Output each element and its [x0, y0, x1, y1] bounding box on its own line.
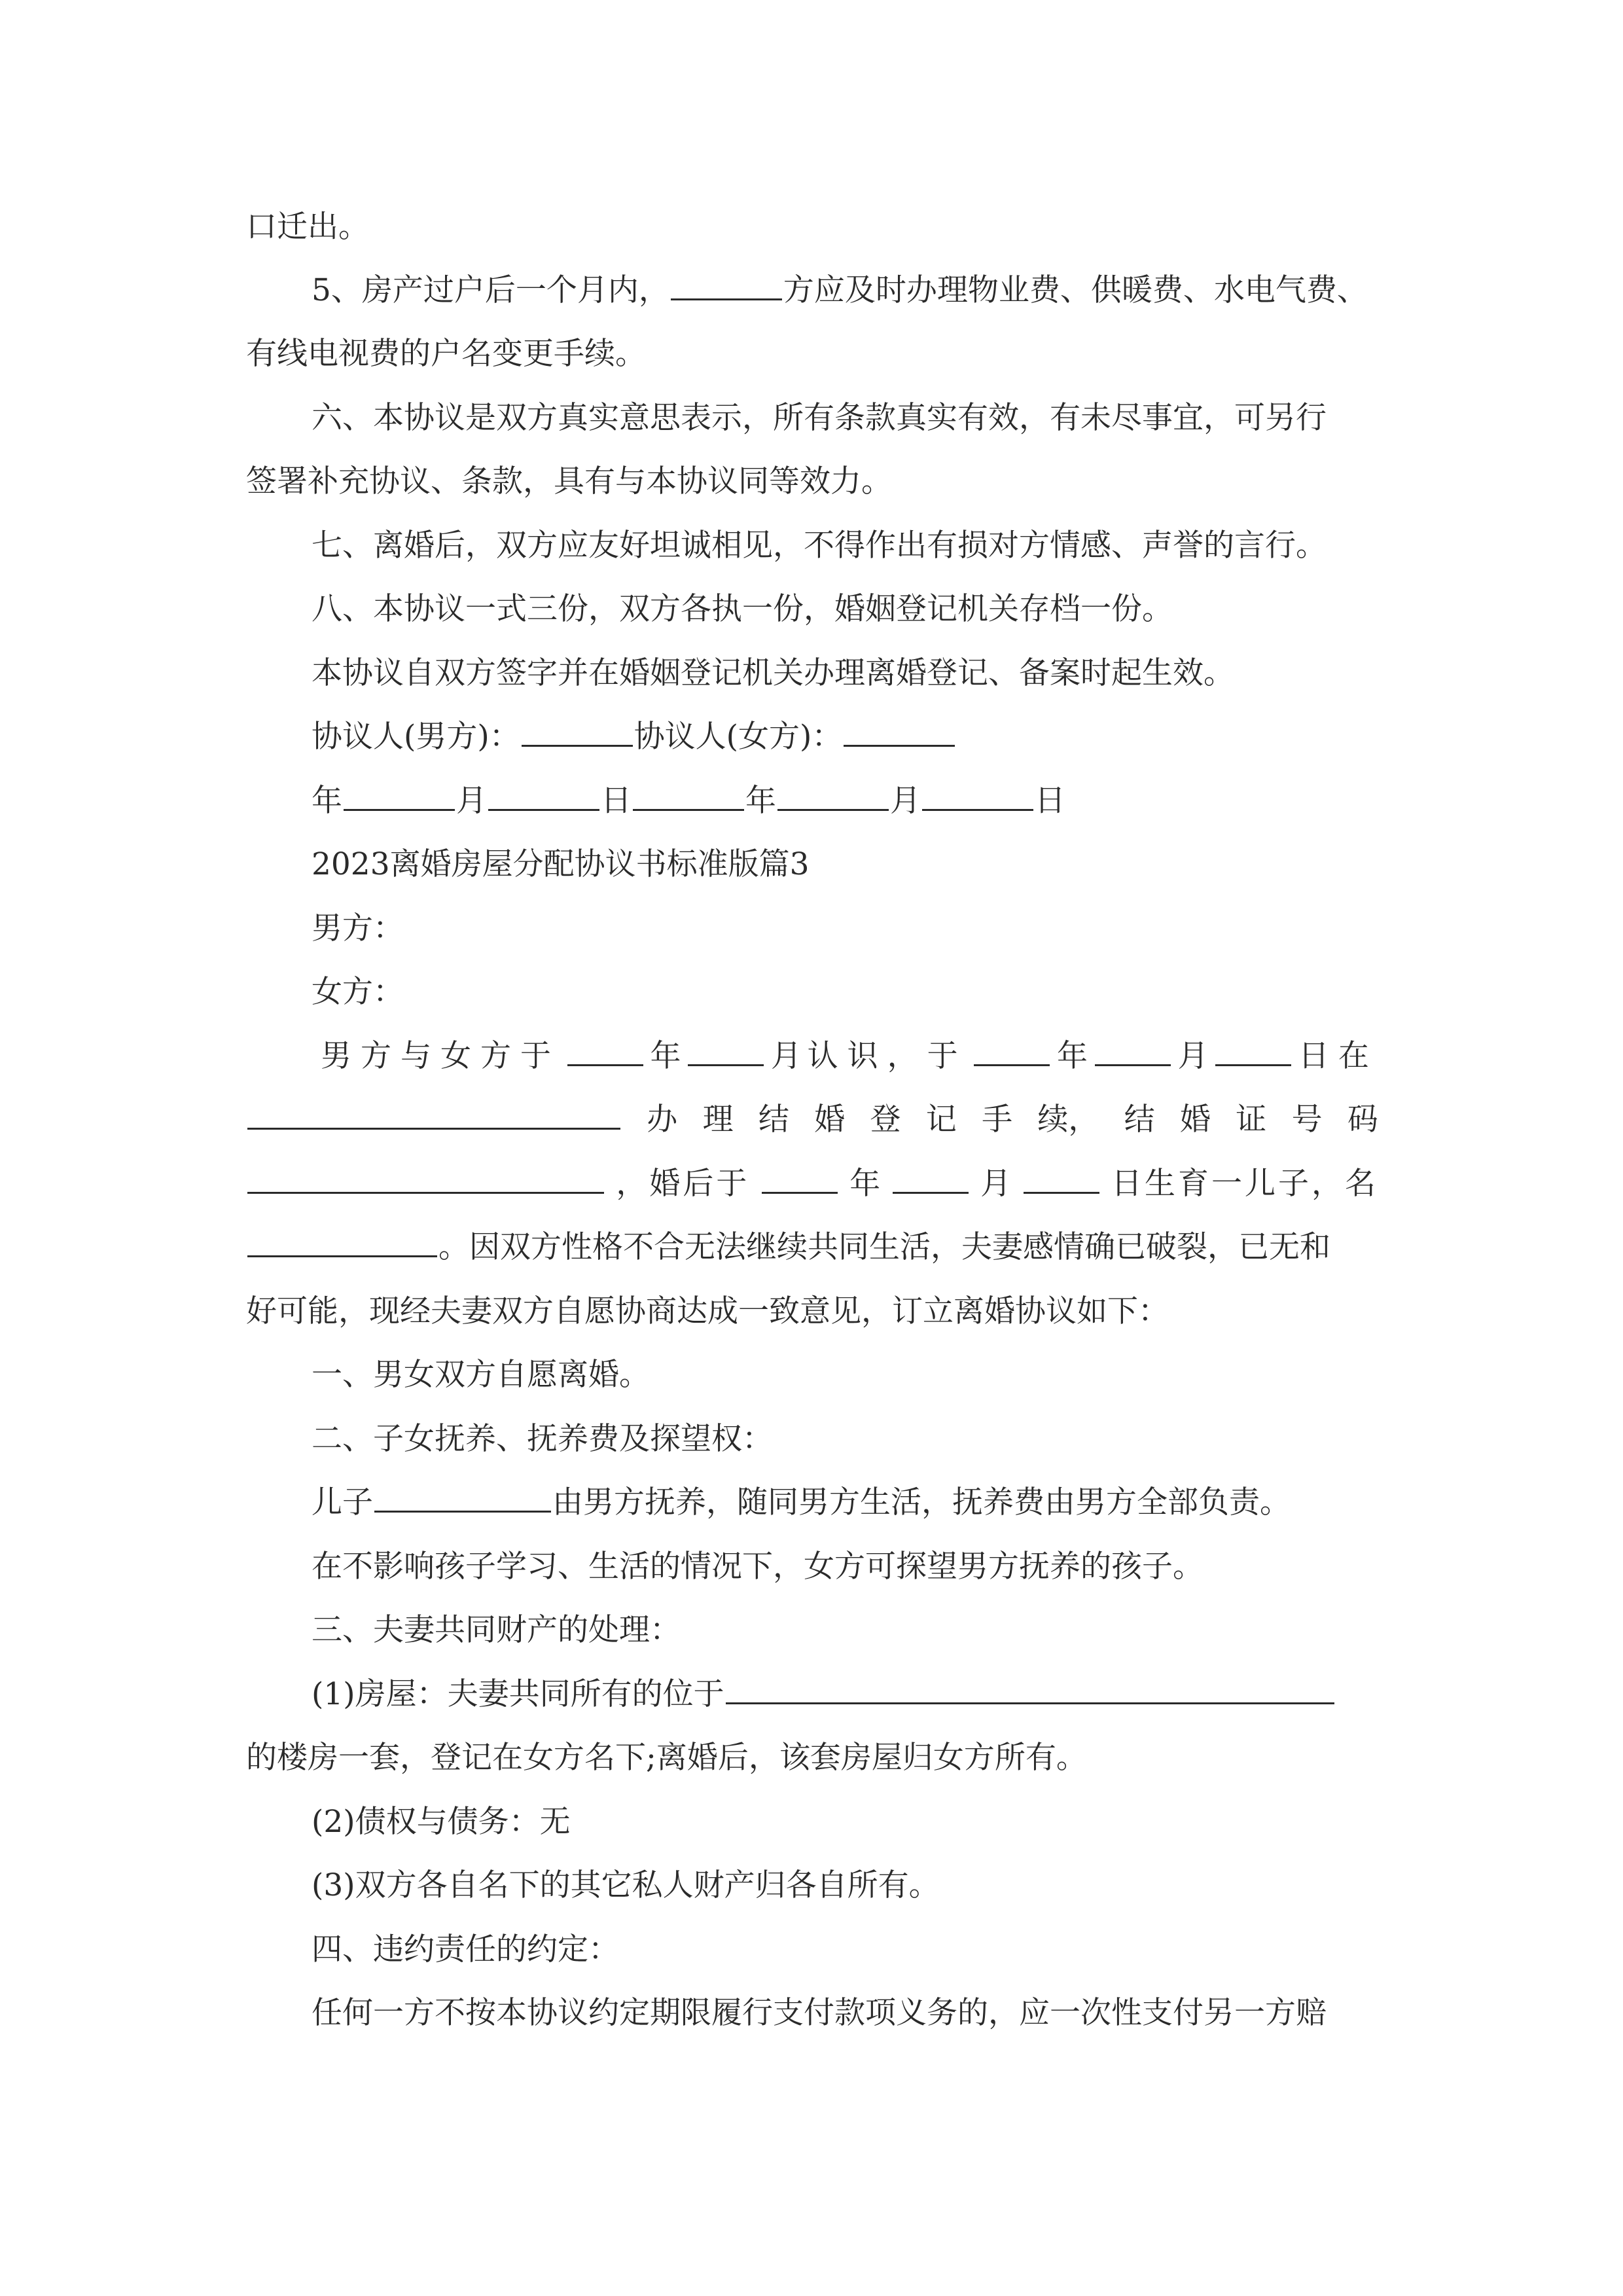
text: 女方：: [312, 974, 404, 1010]
blank-line: [922, 778, 1033, 811]
blank-line: [974, 1033, 1050, 1066]
text-line: [312, 1669, 1378, 1720]
blank-line: [488, 778, 599, 811]
text-line: [312, 1477, 1378, 1528]
text: 一、男女双方自愿离婚。: [312, 1357, 650, 1393]
section-title: [312, 839, 1378, 890]
text: 好可能，现经夫妻双方自愿协商达成一致意见，订立离婚协议如下：: [246, 1293, 1169, 1329]
text-line: [312, 648, 1378, 699]
blank-line: [633, 778, 744, 811]
text: 婚: [1179, 1102, 1211, 1138]
text: 七、离婚后，双方应友好坦诚相见，不得作出有损对方情感、声誉的言行。: [312, 528, 1327, 564]
text: 年: [650, 1038, 681, 1074]
text: 四、违约责任的约定：: [312, 1931, 619, 1967]
text: 记: [925, 1102, 957, 1138]
date-line: [312, 776, 1378, 827]
text-line: [312, 967, 1378, 1018]
text-line: [312, 393, 1378, 444]
text-line: [246, 1732, 1378, 1784]
text-line: [312, 1797, 1378, 1848]
text-line: [312, 265, 1378, 316]
blank-line: [247, 1160, 604, 1194]
text: (2)债权与债务：无: [312, 1804, 571, 1840]
text: 六、本协议是双方真实意思表示，所有条款真实有效，有未尽事宜，可另行: [312, 400, 1327, 436]
text: 三、夫妻共同财产的处理：: [312, 1612, 681, 1648]
text: 的楼房一套，登记在女方名下;离婚后，该套房屋归女方所有。: [246, 1740, 1087, 1776]
blank-line: [247, 1096, 620, 1130]
blank-line: [762, 1160, 838, 1194]
text: 本协议自双方签字并在婚姻登记机关办理离婚登记、备案时起生效。: [312, 655, 1234, 691]
blank-line: [1024, 1160, 1099, 1194]
text: 手: [982, 1102, 1013, 1138]
text-line: [246, 1286, 1378, 1337]
text: 日: [1035, 783, 1065, 819]
text: 办: [647, 1102, 678, 1138]
text-line: [246, 1222, 1378, 1273]
blank-line: [844, 713, 955, 747]
text: 5、房产过户后一个月内，: [312, 272, 669, 308]
text-line: [312, 1860, 1378, 1911]
text: 理: [702, 1102, 734, 1138]
blank-line: [522, 713, 633, 747]
text: 任何一方不按本协议约定期限履行支付款项义务的，应一次性支付另一方赔: [312, 1995, 1327, 2031]
text: 月: [770, 1038, 802, 1074]
text: 日在: [1298, 1038, 1378, 1074]
text: 年: [849, 1166, 881, 1202]
text: 协议人(女方)：: [633, 719, 843, 755]
text: 协议人(男方)：: [312, 719, 520, 755]
text-line-justified: [321, 1031, 1378, 1082]
text: 口迁出。: [246, 209, 369, 245]
text: 2023离婚房屋分配协议书标准版篇3: [312, 846, 810, 882]
text-line: [312, 903, 1378, 954]
text-line: [312, 1541, 1378, 1592]
text: 有线电视费的户名变更手续。: [246, 336, 646, 372]
text: 八、本协议一式三份，双方各执一份，婚姻登记机关存档一份。: [312, 591, 1173, 627]
text-line: [312, 1988, 1378, 2039]
text-line: [312, 1350, 1378, 1401]
text-line: [246, 329, 1378, 380]
blank-line: [1095, 1033, 1171, 1066]
text: 登: [870, 1102, 901, 1138]
signature-line: [312, 711, 1378, 762]
text: 方应及时办理物业费、供暖费、水电气费、: [783, 272, 1368, 308]
text-line: [246, 202, 1378, 253]
blank-line: [344, 778, 455, 811]
text: 男方：: [312, 910, 404, 946]
text: 日: [601, 783, 632, 819]
blank-line: [567, 1033, 643, 1066]
text: 年: [745, 783, 776, 819]
text: 证: [1236, 1102, 1267, 1138]
blank-line: [1215, 1033, 1291, 1066]
text-line: [312, 1414, 1378, 1465]
text: 二、子女抚养、抚养费及探望权：: [312, 1421, 773, 1457]
text: 签署补充协议、条款，具有与本协议同等效力。: [246, 463, 892, 499]
text: 续，: [1037, 1102, 1099, 1138]
text: (1)房屋：夫妻共同所有的位于: [312, 1676, 724, 1712]
text: 男方与女方于: [321, 1038, 560, 1074]
text: 。因双方性格不合无法继续共同生活，夫妻感情确已破裂，已无和: [438, 1229, 1330, 1265]
text: 码: [1347, 1102, 1378, 1138]
text-line: [246, 456, 1378, 507]
text: 年: [312, 783, 342, 819]
text: 月: [980, 1166, 1012, 1202]
text-line: [312, 1924, 1378, 1975]
blank-line: [726, 1671, 1334, 1704]
text: (3)双方各自名下的其它私人财产归各自所有。: [312, 1867, 940, 1903]
text: 由男方抚养，随同男方生活，抚养费由男方全部负责。: [552, 1484, 1291, 1520]
text: 月: [456, 783, 487, 819]
blank-line: [247, 1224, 437, 1257]
text-line: [312, 584, 1378, 635]
blank-line: [374, 1479, 551, 1513]
text: 儿子: [312, 1484, 373, 1520]
text: 年: [1057, 1038, 1088, 1074]
text-line: [312, 520, 1378, 571]
text: 结: [1124, 1102, 1155, 1138]
text: 号: [1291, 1102, 1323, 1138]
text: 认识，于: [807, 1038, 967, 1074]
text: 婚: [814, 1102, 846, 1138]
text: 月: [1177, 1038, 1209, 1074]
blank-line: [688, 1033, 764, 1066]
text: ，婚后于: [616, 1166, 750, 1202]
text: 日生育一儿子，名: [1111, 1166, 1378, 1202]
blank-line: [777, 778, 889, 811]
text-line: [312, 1605, 1378, 1656]
text: 在不影响孩子学习、生活的情况下，女方可探望男方抚养的孩子。: [312, 1549, 1204, 1585]
text-line-justified: [246, 1094, 1378, 1145]
text: 月: [890, 783, 921, 819]
blank-line: [671, 267, 782, 300]
text: 结: [758, 1102, 789, 1138]
blank-line: [893, 1160, 969, 1194]
text-line-justified: [246, 1158, 1378, 1210]
